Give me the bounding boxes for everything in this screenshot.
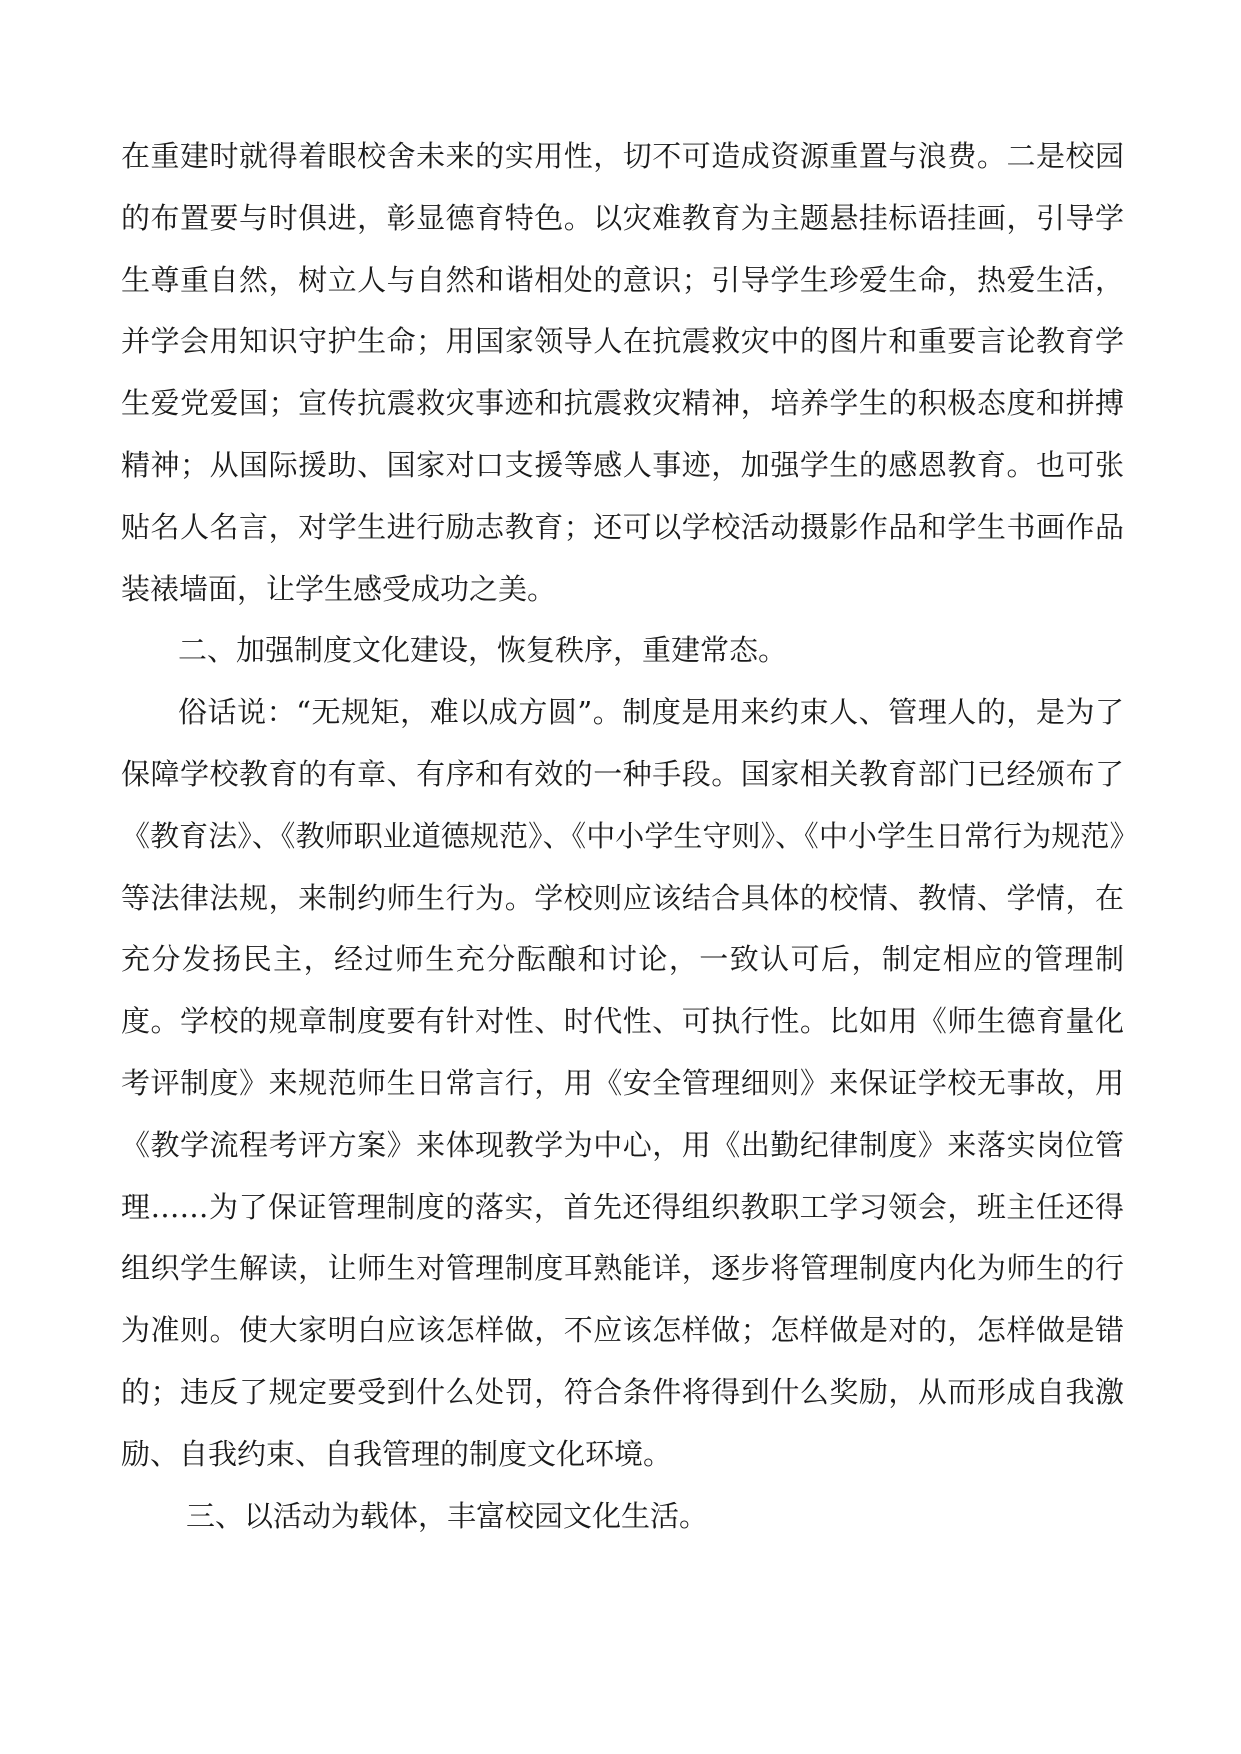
section-heading-institutional-culture: 二、加强制度文化建设，恢复秩序，重建常态。: [178, 633, 788, 668]
paragraph-school-layout: 在重建时就得着眼校舍未来的实用性，切不可造成资源重置与浪费。二是校园的布置要与时俱进，彰显德育特色。以灾难教育为主题悬挂标语挂画，引导学生尊重自然，树立人与自然和谐相处的意识；引导学生珍爱生命，热爱生活，并学会用知识守护生命；用国家领导人在抗震救灾中的图片和重要言论教育学生爱党爱国；宣传抗震救灾事迹和抗震救灾精神，培养学生的积极态度和拼搏精神；从国际援助、国家对口支援等感人事迹，加强学生的感恩教育。也可张贴名人名言，对学生进行励志教育；还可以学校活动摄影作品和学生书画作品装裱墙面，让学生感受成功之美。: [121, 139, 1124, 606]
section-heading-campus-activities: 三、以活动为载体，丰富校园文化生活。: [186, 1498, 709, 1533]
document-body: [121, 126, 1124, 1547]
paragraph-rules-and-regulations: 俗话说：“无规矩，难以成方圆”。制度是用来约束人、管理人的，是为了保障学校教育的有章、有序和有效的一种手段。国家相关教育部门已经颁布了《教育法》、《教师职业道德规范》、《中小学生守则》、《中小学生日常行为规范》等法律法规，来制约师生行为。学校则应该结合具体的校情、教情、学情，在充分发扬民主，经过师生充分酝酿和讨论，一致认可后，制定相应的管理制度。学校的规章制度要有针对性、时代性、可执行性。比如用《师生德育量化考评制度》来规范师生日常言行，用《安全管理细则》来保证学校无事故，用《教学流程考评方案》来体现教学为中心，用《出勤纪律制度》来落实岗位管理……为了保证管理制度的落实，首先还得组织教职工学习领会，班主任还得组织学生解读，让师生对管理制度耳熟能详，逐步将管理制度内化为师生的行为准则。使大家明白应该怎样做，不应该怎样做；怎样做是对的，怎样做是错的；违反了规定要受到什么处罚，符合条件将得到什么奖励，从而形成自我激励、自我约束、自我管理的制度文化环境。: [121, 695, 1124, 1471]
